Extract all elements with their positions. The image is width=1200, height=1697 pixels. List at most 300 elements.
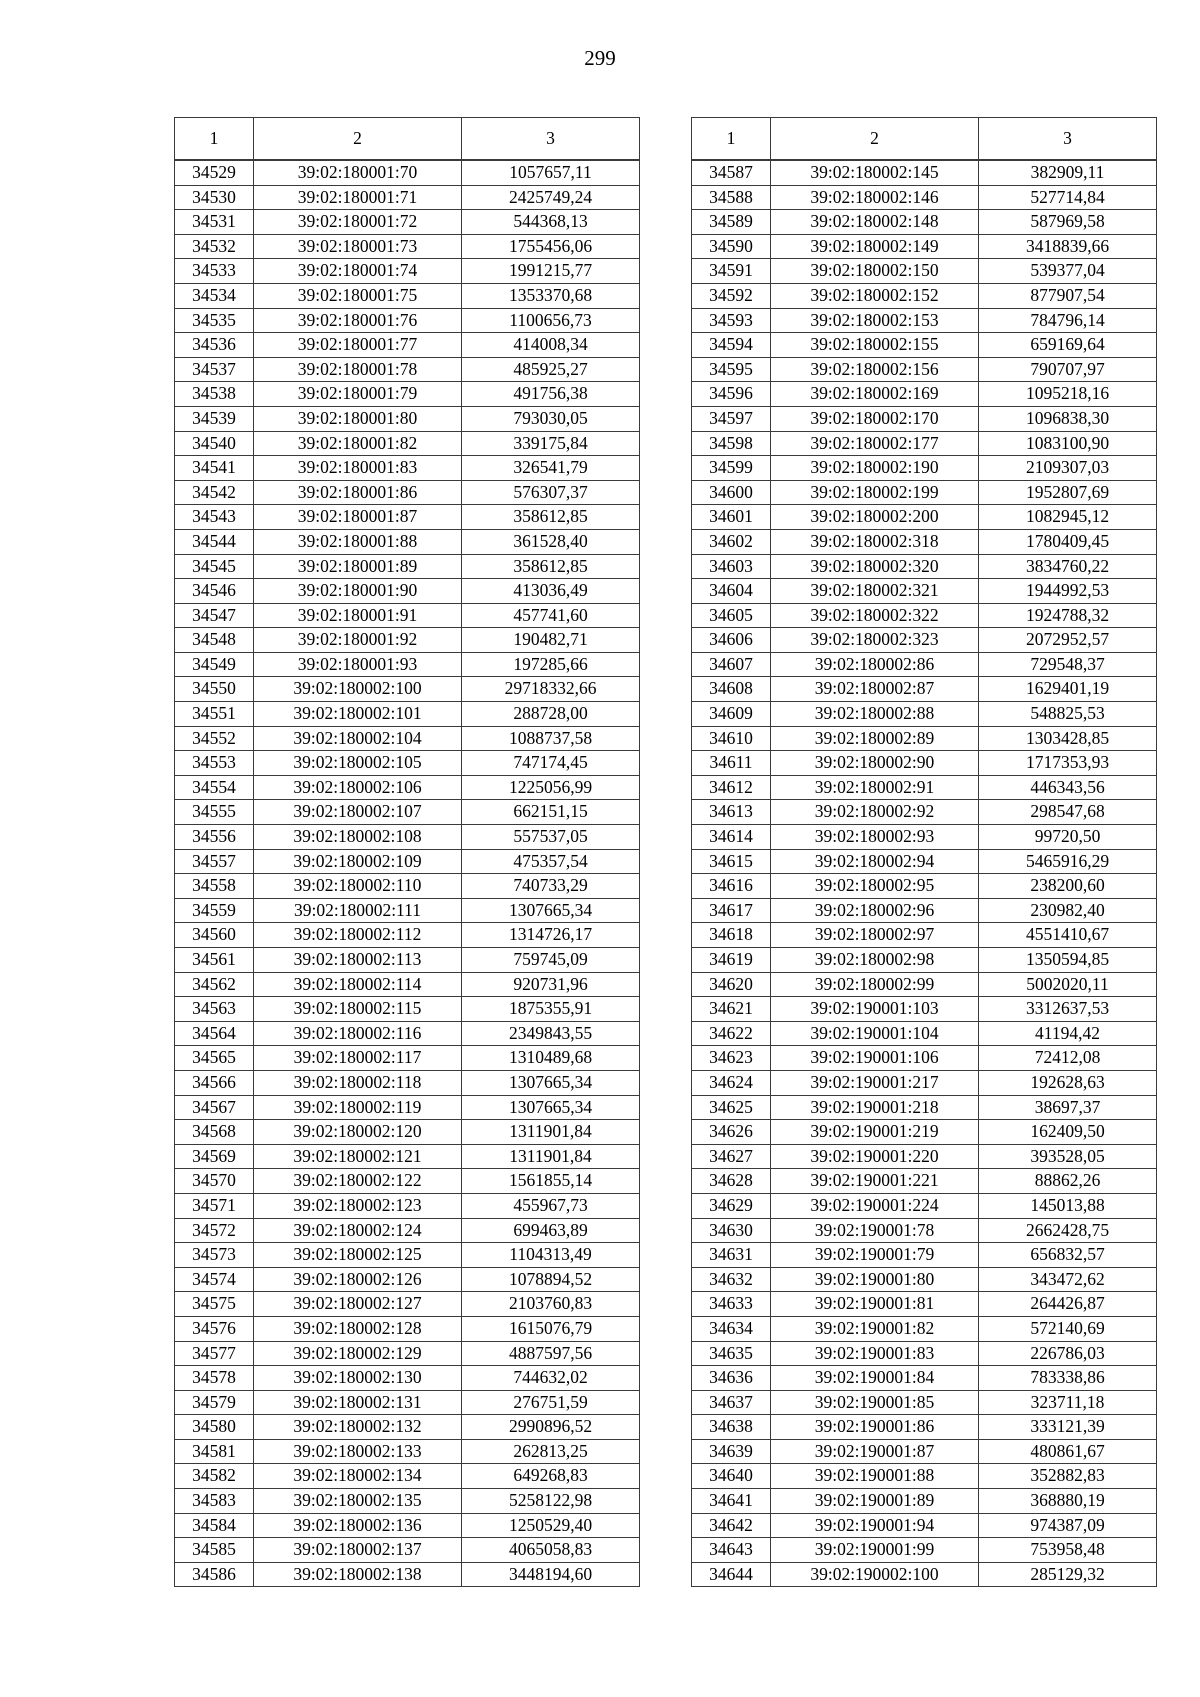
value-cell: 491756,38 bbox=[462, 382, 640, 407]
cadastral-id-cell: 39:02:180002:190 bbox=[771, 456, 979, 481]
table-row bbox=[692, 1021, 1157, 1046]
value-cell: 475357,54 bbox=[462, 849, 640, 874]
value-cell: 790707,97 bbox=[979, 357, 1157, 382]
cadastral-id-cell: 39:02:180002:199 bbox=[771, 480, 979, 505]
row-number-cell: 34560 bbox=[175, 923, 254, 948]
table-row bbox=[692, 1169, 1157, 1194]
table-row bbox=[692, 1292, 1157, 1317]
value-cell: 4065058,83 bbox=[462, 1538, 640, 1563]
value-cell: 2425749,24 bbox=[462, 185, 640, 210]
table-row bbox=[175, 1120, 640, 1145]
row-number-cell: 34570 bbox=[175, 1169, 254, 1194]
table-row bbox=[175, 1095, 640, 1120]
cadastral-id-cell: 39:02:180002:96 bbox=[771, 898, 979, 923]
value-cell: 759745,09 bbox=[462, 948, 640, 973]
value-cell: 192628,63 bbox=[979, 1070, 1157, 1095]
cadastral-id-cell: 39:02:180002:110 bbox=[254, 874, 462, 899]
value-cell: 3834760,22 bbox=[979, 554, 1157, 579]
value-cell: 753958,48 bbox=[979, 1538, 1157, 1563]
table-row bbox=[175, 1316, 640, 1341]
value-cell: 793030,05 bbox=[462, 406, 640, 431]
value-cell: 5465916,29 bbox=[979, 849, 1157, 874]
cadastral-id-cell: 39:02:180002:153 bbox=[771, 308, 979, 333]
table-row bbox=[175, 1366, 640, 1391]
row-number-cell: 34629 bbox=[692, 1193, 771, 1218]
table-row bbox=[175, 825, 640, 850]
cadastral-id-cell: 39:02:180001:73 bbox=[254, 234, 462, 259]
cadastral-id-cell: 39:02:180002:100 bbox=[254, 677, 462, 702]
value-cell: 1875355,91 bbox=[462, 997, 640, 1022]
cadastral-id-cell: 39:02:180002:123 bbox=[254, 1193, 462, 1218]
row-number-cell: 34553 bbox=[175, 751, 254, 776]
row-number-cell: 34533 bbox=[175, 259, 254, 284]
table-row bbox=[175, 308, 640, 333]
table-row bbox=[175, 1538, 640, 1563]
table-row bbox=[175, 1415, 640, 1440]
row-number-cell: 34643 bbox=[692, 1538, 771, 1563]
cadastral-id-cell: 39:02:180002:112 bbox=[254, 923, 462, 948]
value-cell: 744632,02 bbox=[462, 1366, 640, 1391]
cadastral-id-cell: 39:02:180002:89 bbox=[771, 726, 979, 751]
row-number-cell: 34592 bbox=[692, 283, 771, 308]
cadastral-id-cell: 39:02:190001:218 bbox=[771, 1095, 979, 1120]
value-cell: 190482,71 bbox=[462, 628, 640, 653]
row-number-cell: 34571 bbox=[175, 1193, 254, 1218]
row-number-cell: 34631 bbox=[692, 1243, 771, 1268]
row-number-cell: 34615 bbox=[692, 849, 771, 874]
value-cell: 2109307,03 bbox=[979, 456, 1157, 481]
row-number-cell: 34542 bbox=[175, 480, 254, 505]
cadastral-id-cell: 39:02:180002:126 bbox=[254, 1267, 462, 1292]
value-cell: 393528,05 bbox=[979, 1144, 1157, 1169]
cadastral-id-cell: 39:02:180002:136 bbox=[254, 1513, 462, 1538]
row-number-cell: 34566 bbox=[175, 1070, 254, 1095]
value-cell: 740733,29 bbox=[462, 874, 640, 899]
value-cell: 145013,88 bbox=[979, 1193, 1157, 1218]
table-row bbox=[692, 923, 1157, 948]
cadastral-id-cell: 39:02:180002:155 bbox=[771, 333, 979, 358]
table-row bbox=[175, 1193, 640, 1218]
row-number-cell: 34627 bbox=[692, 1144, 771, 1169]
value-cell: 557537,05 bbox=[462, 825, 640, 850]
cadastral-id-cell: 39:02:190001:224 bbox=[771, 1193, 979, 1218]
cadastral-id-cell: 39:02:180002:130 bbox=[254, 1366, 462, 1391]
row-number-cell: 34623 bbox=[692, 1046, 771, 1071]
value-cell: 238200,60 bbox=[979, 874, 1157, 899]
value-cell: 361528,40 bbox=[462, 529, 640, 554]
value-cell: 4551410,67 bbox=[979, 923, 1157, 948]
table-row bbox=[175, 1070, 640, 1095]
table-row bbox=[175, 1292, 640, 1317]
table-row bbox=[692, 308, 1157, 333]
row-number-cell: 34578 bbox=[175, 1366, 254, 1391]
cadastral-id-cell: 39:02:180002:137 bbox=[254, 1538, 462, 1563]
cadastral-id-cell: 39:02:180001:87 bbox=[254, 505, 462, 530]
table-row bbox=[175, 259, 640, 284]
cadastral-id-cell: 39:02:180002:128 bbox=[254, 1316, 462, 1341]
table-row bbox=[692, 628, 1157, 653]
cadastral-id-cell: 39:02:180002:148 bbox=[771, 210, 979, 235]
value-cell: 38697,37 bbox=[979, 1095, 1157, 1120]
value-cell: 382909,11 bbox=[979, 160, 1157, 185]
table-row bbox=[175, 898, 640, 923]
value-cell: 1307665,34 bbox=[462, 1095, 640, 1120]
table-row bbox=[175, 1144, 640, 1169]
table-row bbox=[175, 1267, 640, 1292]
table-row bbox=[692, 1218, 1157, 1243]
table-row bbox=[692, 234, 1157, 259]
table-row bbox=[692, 874, 1157, 899]
row-number-cell: 34600 bbox=[692, 480, 771, 505]
table-row bbox=[692, 185, 1157, 210]
table-row bbox=[175, 1046, 640, 1071]
cadastral-id-cell: 39:02:180002:95 bbox=[771, 874, 979, 899]
row-number-cell: 34545 bbox=[175, 554, 254, 579]
cadastral-id-cell: 39:02:180002:86 bbox=[771, 652, 979, 677]
cadastral-id-cell: 39:02:190001:103 bbox=[771, 997, 979, 1022]
value-cell: 1717353,93 bbox=[979, 751, 1157, 776]
value-cell: 548825,53 bbox=[979, 702, 1157, 727]
cadastral-id-cell: 39:02:180002:127 bbox=[254, 1292, 462, 1317]
cadastral-id-cell: 39:02:180002:135 bbox=[254, 1489, 462, 1514]
value-cell: 457741,60 bbox=[462, 603, 640, 628]
row-number-cell: 34574 bbox=[175, 1267, 254, 1292]
cadastral-id-cell: 39:02:180001:80 bbox=[254, 406, 462, 431]
table-row bbox=[175, 406, 640, 431]
table-row bbox=[175, 1243, 640, 1268]
table-row bbox=[175, 923, 640, 948]
table-row bbox=[175, 333, 640, 358]
table-row bbox=[692, 579, 1157, 604]
cadastral-id-cell: 39:02:180002:122 bbox=[254, 1169, 462, 1194]
table-row bbox=[692, 1415, 1157, 1440]
cadastral-id-cell: 39:02:180001:70 bbox=[254, 160, 462, 185]
table-row bbox=[692, 800, 1157, 825]
cadastral-id-cell: 39:02:180002:115 bbox=[254, 997, 462, 1022]
column-header-cadastral-id: 2 bbox=[254, 118, 462, 161]
row-number-cell: 34604 bbox=[692, 579, 771, 604]
cadastral-id-cell: 39:02:190001:80 bbox=[771, 1267, 979, 1292]
value-cell: 1350594,85 bbox=[979, 948, 1157, 973]
cadastral-id-cell: 39:02:190001:86 bbox=[771, 1415, 979, 1440]
value-cell: 877907,54 bbox=[979, 283, 1157, 308]
row-number-cell: 34554 bbox=[175, 775, 254, 800]
row-number-cell: 34613 bbox=[692, 800, 771, 825]
table-row bbox=[175, 652, 640, 677]
row-number-cell: 34603 bbox=[692, 554, 771, 579]
table-row bbox=[175, 529, 640, 554]
row-number-cell: 34641 bbox=[692, 1489, 771, 1514]
cadastral-id-cell: 39:02:180002:200 bbox=[771, 505, 979, 530]
cadastral-id-cell: 39:02:190001:99 bbox=[771, 1538, 979, 1563]
value-cell: 649268,83 bbox=[462, 1464, 640, 1489]
row-number-cell: 34548 bbox=[175, 628, 254, 653]
table-row bbox=[692, 1464, 1157, 1489]
row-number-cell: 34605 bbox=[692, 603, 771, 628]
table-row bbox=[692, 1562, 1157, 1587]
row-number-cell: 34589 bbox=[692, 210, 771, 235]
table-row bbox=[175, 1169, 640, 1194]
value-cell: 480861,67 bbox=[979, 1439, 1157, 1464]
value-cell: 368880,19 bbox=[979, 1489, 1157, 1514]
table-row bbox=[175, 849, 640, 874]
value-cell: 1755456,06 bbox=[462, 234, 640, 259]
table-row bbox=[692, 652, 1157, 677]
cadastral-id-cell: 39:02:190001:221 bbox=[771, 1169, 979, 1194]
cadastral-id-cell: 39:02:180002:129 bbox=[254, 1341, 462, 1366]
cadastral-id-cell: 39:02:180002:117 bbox=[254, 1046, 462, 1071]
value-cell: 41194,42 bbox=[979, 1021, 1157, 1046]
table-row bbox=[175, 160, 640, 185]
row-number-cell: 34606 bbox=[692, 628, 771, 653]
cadastral-id-cell: 39:02:180002:90 bbox=[771, 751, 979, 776]
value-cell: 262813,25 bbox=[462, 1439, 640, 1464]
cadastral-id-cell: 39:02:180001:88 bbox=[254, 529, 462, 554]
row-number-cell: 34558 bbox=[175, 874, 254, 899]
value-cell: 413036,49 bbox=[462, 579, 640, 604]
cadastral-id-cell: 39:02:180002:131 bbox=[254, 1390, 462, 1415]
cadastral-id-cell: 39:02:180002:321 bbox=[771, 579, 979, 604]
cadastral-id-cell: 39:02:180002:106 bbox=[254, 775, 462, 800]
value-cell: 1952807,69 bbox=[979, 480, 1157, 505]
value-cell: 3312637,53 bbox=[979, 997, 1157, 1022]
cadastral-table-left bbox=[174, 117, 640, 1587]
table-row bbox=[175, 1513, 640, 1538]
column-header-value: 3 bbox=[462, 118, 640, 161]
value-cell: 72412,08 bbox=[979, 1046, 1157, 1071]
value-cell: 230982,40 bbox=[979, 898, 1157, 923]
cadastral-id-cell: 39:02:180002:108 bbox=[254, 825, 462, 850]
cadastral-id-cell: 39:02:180002:121 bbox=[254, 1144, 462, 1169]
value-cell: 1311901,84 bbox=[462, 1144, 640, 1169]
row-number-cell: 34602 bbox=[692, 529, 771, 554]
row-number-cell: 34555 bbox=[175, 800, 254, 825]
table-row bbox=[692, 997, 1157, 1022]
table-row bbox=[175, 751, 640, 776]
table-row bbox=[175, 603, 640, 628]
value-cell: 527714,84 bbox=[979, 185, 1157, 210]
table-row bbox=[692, 1366, 1157, 1391]
page-number: 299 bbox=[584, 46, 616, 70]
row-number-cell: 34639 bbox=[692, 1439, 771, 1464]
row-number-cell: 34565 bbox=[175, 1046, 254, 1071]
table-row bbox=[175, 1341, 640, 1366]
value-cell: 1082945,12 bbox=[979, 505, 1157, 530]
row-number-cell: 34616 bbox=[692, 874, 771, 899]
table-row bbox=[175, 1489, 640, 1514]
table-row bbox=[175, 579, 640, 604]
cadastral-id-cell: 39:02:180002:124 bbox=[254, 1218, 462, 1243]
cadastral-id-cell: 39:02:180002:169 bbox=[771, 382, 979, 407]
value-cell: 298547,68 bbox=[979, 800, 1157, 825]
table-row bbox=[692, 1243, 1157, 1268]
row-number-cell: 34586 bbox=[175, 1562, 254, 1587]
cadastral-id-cell: 39:02:180001:90 bbox=[254, 579, 462, 604]
value-cell: 2349843,55 bbox=[462, 1021, 640, 1046]
cadastral-id-cell: 39:02:180002:177 bbox=[771, 431, 979, 456]
row-number-cell: 34644 bbox=[692, 1562, 771, 1587]
cadastral-id-cell: 39:02:180002:323 bbox=[771, 628, 979, 653]
table-row bbox=[175, 480, 640, 505]
row-number-cell: 34550 bbox=[175, 677, 254, 702]
table-row bbox=[692, 751, 1157, 776]
row-number-cell: 34552 bbox=[175, 726, 254, 751]
row-number-cell: 34547 bbox=[175, 603, 254, 628]
table-row bbox=[692, 1439, 1157, 1464]
cadastral-id-cell: 39:02:180002:146 bbox=[771, 185, 979, 210]
cadastral-id-cell: 39:02:180002:170 bbox=[771, 406, 979, 431]
cadastral-id-cell: 39:02:190001:94 bbox=[771, 1513, 979, 1538]
row-number-cell: 34596 bbox=[692, 382, 771, 407]
row-number-cell: 34567 bbox=[175, 1095, 254, 1120]
table-row bbox=[692, 1489, 1157, 1514]
value-cell: 288728,00 bbox=[462, 702, 640, 727]
table-row bbox=[692, 1538, 1157, 1563]
value-cell: 1078894,52 bbox=[462, 1267, 640, 1292]
value-cell: 339175,84 bbox=[462, 431, 640, 456]
table-row bbox=[175, 628, 640, 653]
table-row bbox=[175, 210, 640, 235]
value-cell: 285129,32 bbox=[979, 1562, 1157, 1587]
row-number-cell: 34557 bbox=[175, 849, 254, 874]
value-cell: 99720,50 bbox=[979, 825, 1157, 850]
value-cell: 729548,37 bbox=[979, 652, 1157, 677]
column-header-cadastral-id: 2 bbox=[771, 118, 979, 161]
value-cell: 326541,79 bbox=[462, 456, 640, 481]
value-cell: 1057657,11 bbox=[462, 160, 640, 185]
column-header-number: 1 bbox=[692, 118, 771, 161]
value-cell: 485925,27 bbox=[462, 357, 640, 382]
table-row bbox=[692, 948, 1157, 973]
cadastral-id-cell: 39:02:180002:111 bbox=[254, 898, 462, 923]
value-cell: 1225056,99 bbox=[462, 775, 640, 800]
row-number-cell: 34633 bbox=[692, 1292, 771, 1317]
cadastral-id-cell: 39:02:190001:106 bbox=[771, 1046, 979, 1071]
table-row bbox=[692, 1513, 1157, 1538]
cadastral-id-cell: 39:02:190001:104 bbox=[771, 1021, 979, 1046]
table-row bbox=[692, 603, 1157, 628]
cadastral-id-cell: 39:02:180002:104 bbox=[254, 726, 462, 751]
table-row bbox=[692, 1046, 1157, 1071]
cadastral-id-cell: 39:02:190001:78 bbox=[771, 1218, 979, 1243]
value-cell: 1629401,19 bbox=[979, 677, 1157, 702]
cadastral-id-cell: 39:02:180001:72 bbox=[254, 210, 462, 235]
cadastral-id-cell: 39:02:180002:118 bbox=[254, 1070, 462, 1095]
cadastral-id-cell: 39:02:190001:79 bbox=[771, 1243, 979, 1268]
cadastral-id-cell: 39:02:180002:98 bbox=[771, 948, 979, 973]
row-number-cell: 34638 bbox=[692, 1415, 771, 1440]
row-number-cell: 34610 bbox=[692, 726, 771, 751]
cadastral-id-cell: 39:02:180002:134 bbox=[254, 1464, 462, 1489]
cadastral-id-cell: 39:02:180002:91 bbox=[771, 775, 979, 800]
cadastral-id-cell: 39:02:180002:145 bbox=[771, 160, 979, 185]
value-cell: 1924788,32 bbox=[979, 603, 1157, 628]
value-cell: 1310489,68 bbox=[462, 1046, 640, 1071]
cadastral-id-cell: 39:02:180002:149 bbox=[771, 234, 979, 259]
table-row bbox=[692, 825, 1157, 850]
value-cell: 1104313,49 bbox=[462, 1243, 640, 1268]
value-cell: 1314726,17 bbox=[462, 923, 640, 948]
row-number-cell: 34591 bbox=[692, 259, 771, 284]
row-number-cell: 34572 bbox=[175, 1218, 254, 1243]
table-row bbox=[692, 283, 1157, 308]
table-row bbox=[175, 554, 640, 579]
row-number-cell: 34561 bbox=[175, 948, 254, 973]
cadastral-id-cell: 39:02:180001:75 bbox=[254, 283, 462, 308]
cadastral-id-cell: 39:02:190001:217 bbox=[771, 1070, 979, 1095]
value-cell: 2072952,57 bbox=[979, 628, 1157, 653]
table-row bbox=[692, 898, 1157, 923]
table-row bbox=[175, 431, 640, 456]
row-number-cell: 34597 bbox=[692, 406, 771, 431]
table-row bbox=[692, 554, 1157, 579]
value-cell: 352882,83 bbox=[979, 1464, 1157, 1489]
row-number-cell: 34543 bbox=[175, 505, 254, 530]
table-header-row bbox=[692, 118, 1157, 161]
row-number-cell: 34576 bbox=[175, 1316, 254, 1341]
table-row bbox=[175, 726, 640, 751]
row-number-cell: 34564 bbox=[175, 1021, 254, 1046]
value-cell: 197285,66 bbox=[462, 652, 640, 677]
column-header-value: 3 bbox=[979, 118, 1157, 161]
row-number-cell: 34582 bbox=[175, 1464, 254, 1489]
table-row bbox=[175, 1390, 640, 1415]
value-cell: 4887597,56 bbox=[462, 1341, 640, 1366]
value-cell: 1100656,73 bbox=[462, 308, 640, 333]
row-number-cell: 34612 bbox=[692, 775, 771, 800]
cadastral-id-cell: 39:02:180001:83 bbox=[254, 456, 462, 481]
row-number-cell: 34619 bbox=[692, 948, 771, 973]
value-cell: 3418839,66 bbox=[979, 234, 1157, 259]
value-cell: 784796,14 bbox=[979, 308, 1157, 333]
value-cell: 226786,03 bbox=[979, 1341, 1157, 1366]
cadastral-id-cell: 39:02:190001:84 bbox=[771, 1366, 979, 1391]
cadastral-id-cell: 39:02:180001:77 bbox=[254, 333, 462, 358]
cadastral-id-cell: 39:02:180002:322 bbox=[771, 603, 979, 628]
row-number-cell: 34642 bbox=[692, 1513, 771, 1538]
cadastral-id-cell: 39:02:180001:71 bbox=[254, 185, 462, 210]
table-row bbox=[692, 210, 1157, 235]
cadastral-id-cell: 39:02:190001:85 bbox=[771, 1390, 979, 1415]
table-row bbox=[692, 726, 1157, 751]
table-row bbox=[692, 1267, 1157, 1292]
cadastral-id-cell: 39:02:180002:156 bbox=[771, 357, 979, 382]
cadastral-id-cell: 39:02:180001:82 bbox=[254, 431, 462, 456]
value-cell: 783338,86 bbox=[979, 1366, 1157, 1391]
table-row bbox=[692, 259, 1157, 284]
table-row bbox=[692, 456, 1157, 481]
row-number-cell: 34628 bbox=[692, 1169, 771, 1194]
table-row bbox=[175, 185, 640, 210]
row-number-cell: 34556 bbox=[175, 825, 254, 850]
row-number-cell: 34529 bbox=[175, 160, 254, 185]
row-number-cell: 34538 bbox=[175, 382, 254, 407]
row-number-cell: 34626 bbox=[692, 1120, 771, 1145]
value-cell: 1096838,30 bbox=[979, 406, 1157, 431]
table-row bbox=[175, 677, 640, 702]
table-row bbox=[175, 283, 640, 308]
table-row bbox=[175, 997, 640, 1022]
row-number-cell: 34579 bbox=[175, 1390, 254, 1415]
cadastral-id-cell: 39:02:190001:219 bbox=[771, 1120, 979, 1145]
cadastral-id-cell: 39:02:180002:105 bbox=[254, 751, 462, 776]
table-row bbox=[175, 702, 640, 727]
row-number-cell: 34595 bbox=[692, 357, 771, 382]
row-number-cell: 34549 bbox=[175, 652, 254, 677]
table-row bbox=[692, 505, 1157, 530]
row-number-cell: 34634 bbox=[692, 1316, 771, 1341]
table-row bbox=[175, 234, 640, 259]
